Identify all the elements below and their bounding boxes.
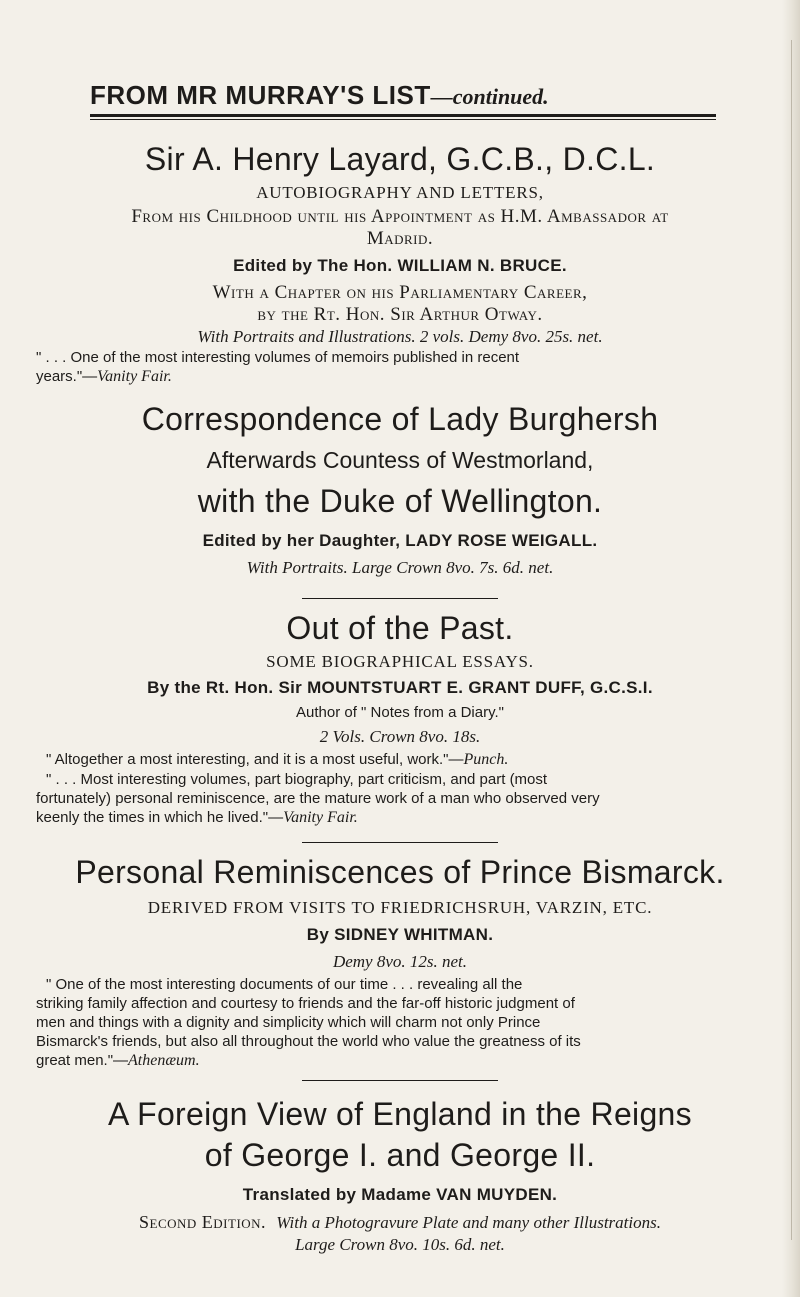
foreign-title-line1: A Foreign View of England in the Reigns: [108, 1096, 692, 1132]
foreign-edition-line: [35, 1212, 765, 1233]
bismarck-review-line2: striking family affection and courtesy to friends and the far-off historic judgment of: [36, 995, 575, 1012]
foreign-translator: Translated by Madame VAN MUYDEN.: [242, 1185, 558, 1204]
foreign-edition: Second Edition.: [139, 1212, 267, 1232]
past-title: Out of the Past.: [286, 610, 514, 646]
page-edge-line: [791, 40, 792, 1240]
bismarck-review-line5: [36, 1051, 764, 1070]
bismarck-review-source: Athenæum.: [128, 1052, 200, 1069]
layard-editor: Edited by The Hon. WILLIAM N. BRUCE.: [233, 256, 567, 275]
foreign-details-line1: With a Photogravure Plate and many other Illustrations.: [276, 1213, 661, 1232]
past-author: By the Rt. Hon. Sir MOUNTSTUART E. GRANT DUFF, G.C.S.I.: [147, 678, 653, 697]
layard-chapter-line1: With a Chapter on his Parliamentary Career,: [212, 282, 588, 303]
bismarck-review: [36, 975, 764, 1070]
past-review2-line1: " . . . Most interesting volumes, part biography, part criticism, and part (most: [46, 771, 548, 788]
section-divider: [302, 1080, 498, 1081]
bismarck-author: By SIDNEY WHITMAN.: [306, 925, 494, 944]
section-divider: [302, 598, 498, 599]
page-header: [90, 80, 720, 111]
layard-review-line2-text: years."—: [36, 368, 98, 385]
layard-subtitle: AUTOBIOGRAPHY AND LETTERS,: [256, 183, 544, 202]
layard-review: [36, 348, 764, 386]
section-divider: [302, 842, 498, 843]
bismarck-review-line5-text: great men."—: [36, 1052, 129, 1069]
past-author-note: Author of " Notes from a Diary.": [296, 704, 504, 721]
past-review2-line2: fortunately) personal reminiscence, are the mature work of a man who observed very: [36, 790, 600, 807]
past-review2-line3-text: keenly the times in which he lived."—: [36, 809, 284, 826]
layard-details: With Portraits and Illustrations. 2 vols. Demy 8vo. 25s. net.: [197, 327, 603, 346]
burghersh-details: With Portraits. Large Crown 8vo. 7s. 6d. net.: [246, 558, 554, 577]
bismarck-subtitle: DERIVED FROM VISITS TO FRIEDRICHSRUH, VARZIN, ETC.: [147, 898, 653, 917]
past-subtitle: SOME BIOGRAPHICAL ESSAYS.: [266, 652, 534, 671]
header-title: FROM MR MURRAY'S LIST: [90, 80, 431, 110]
past-review2: [36, 770, 764, 827]
foreign-details-line2: Large Crown 8vo. 10s. 6d. net.: [295, 1235, 505, 1254]
past-review1-text: " Altogether a most interesting, and it is a most useful, work."—: [46, 751, 464, 768]
bismarck-review-line1: " One of the most interesting documents of our time . . . revealing all the: [46, 976, 523, 993]
burghersh-subtitle: Afterwards Countess of Westmorland,: [206, 447, 594, 473]
past-review1-source: Punch.: [463, 751, 509, 768]
header-rule-thick: [90, 114, 716, 117]
bismarck-review-line3: men and things with a dignity and simplicity which will charm not only Prince: [36, 1014, 541, 1031]
past-review1: [36, 750, 764, 769]
layard-title: Sir A. Henry Layard, G.C.B., D.C.L.: [144, 141, 656, 177]
bismarck-review-line4: Bismarck's friends, but also all throughout the world who value the greatness of its: [36, 1033, 581, 1050]
past-details: 2 Vols. Crown 8vo. 18s.: [319, 727, 481, 746]
burghersh-editor: Edited by her Daughter, LADY ROSE WEIGALL.: [202, 531, 598, 550]
past-review2-source: Vanity Fair.: [283, 809, 358, 826]
burghersh-title2: with the Duke of Wellington.: [197, 483, 603, 519]
layard-review-line2: [36, 367, 764, 386]
header-continued: —continued.: [430, 84, 549, 109]
past-review2-line3: [36, 808, 764, 827]
bismarck-details: Demy 8vo. 12s. net.: [332, 952, 468, 971]
burghersh-title: Correspondence of Lady Burghersh: [141, 401, 659, 437]
bismarck-title: Personal Reminiscences of Prince Bismarck.: [75, 854, 725, 890]
foreign-title-line2: of George I. and George II.: [204, 1137, 596, 1173]
layard-scope-line1: From his Childhood until his Appointment as H.M. Ambassador at: [131, 206, 669, 227]
layard-chapter-line2: by the Rt. Hon. Sir Arthur Otway.: [257, 304, 543, 325]
layard-review-line1: " . . . One of the most interesting volumes of memoirs published in recent: [36, 349, 520, 366]
header-rule-thin: [90, 119, 716, 120]
layard-review-source: Vanity Fair.: [97, 368, 172, 385]
layard-scope-line2: Madrid.: [366, 228, 434, 249]
